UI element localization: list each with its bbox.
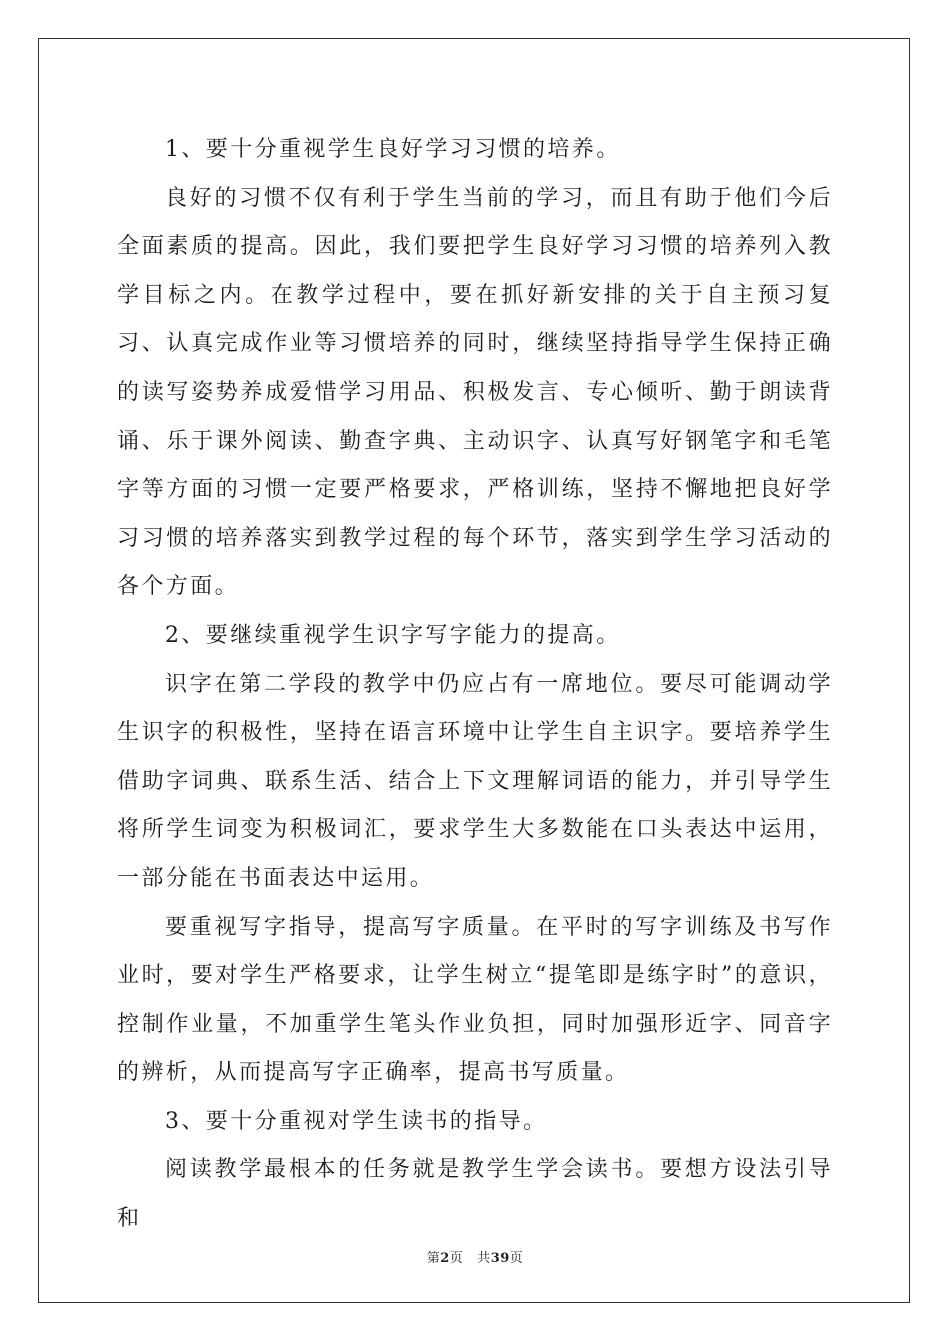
- total-suffix: 页: [509, 1251, 524, 1266]
- paragraph-habits: 良好的习惯不仅有利于学生当前的学习，而且有助于他们今后全面素质的提高。因此，我们要把学生良好学习习惯的培养列入教学目标之内。在教学过程中，要在抓好新安排的关于自主预习复习、认真完成作业等习惯培养的同时，继续坚持指导学生保持正确的读写姿势养成爱惜学习用品、积极发言、专心倾听、勤于朗读背诵、乐于课外阅读、勤查字典、主动识字、认真写好钢笔字和毛笔字等方面的习惯一定要严格要求，严格训练，坚持不懈地把良好学习习惯的培养落实到教学过程的每个环节，落实到学生学习活动的各个方面。: [117, 185, 833, 600]
- total-prefix: 共: [477, 1251, 491, 1266]
- paragraph-literacy: 识字在第二学段的教学中仍应占有一席地位。要尽可能调动学生识字的积极性，坚持在语言环境中让学生自主识字。要培养学生借助字词典、联系生活、结合上下文理解词语的能力，并引导学生将所学生词变为积极词汇，要求学生大多数能在口头表达中运用，一部分能在书面表达中运用。: [117, 671, 833, 891]
- page-suffix: 页: [449, 1251, 464, 1266]
- heading-habits: 1、要十分重视学生良好学习习惯的培养。: [165, 137, 621, 162]
- page-prefix: 第: [426, 1251, 441, 1266]
- heading-reading: 3、要十分重视对学生读书的指导。: [165, 1108, 548, 1134]
- page-number: 2: [440, 1251, 450, 1266]
- heading-literacy: 2、要继续重视学生识字写字能力的提高。: [165, 622, 621, 648]
- paragraph-reading: 阅读教学最根本的任务就是教学生学会读书。要想方设法引导和: [117, 1157, 833, 1232]
- document-body: [117, 126, 833, 1244]
- paragraph-writing: 要重视写字指导，提高写字质量。在平时的写字训练及书写作业时，要对学生严格要求，让学生树立“提笔即是练字时”的意识，控制作业量，不加重学生笔头作业负担，同时加强形近字、同音字的辨析，从而提高写字正确率，提高书写质量。: [117, 914, 833, 1086]
- page-footer: [0, 1247, 950, 1266]
- total-pages: 39: [490, 1251, 510, 1266]
